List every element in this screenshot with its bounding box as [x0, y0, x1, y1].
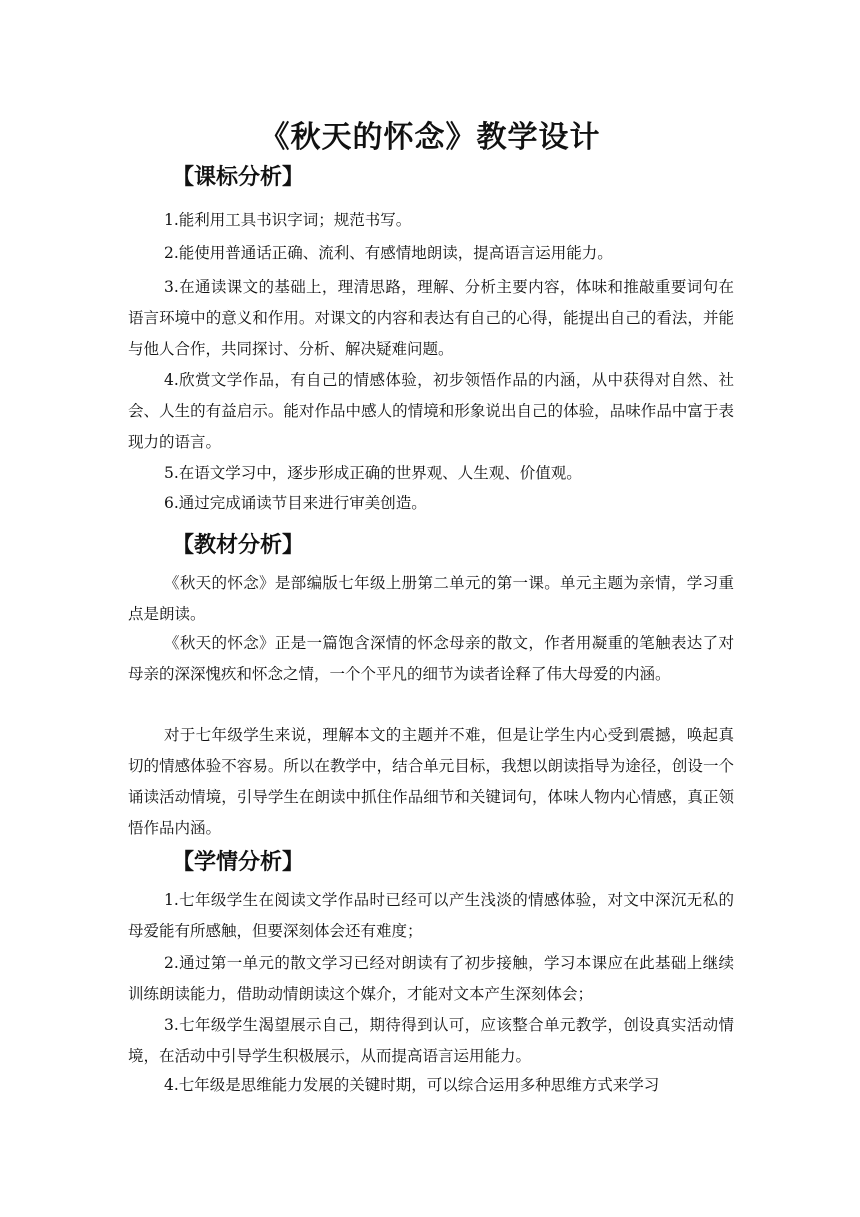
paragraph: 3.在通读课文的基础上，理清思路，理解、分析主要内容，体味和推敲重要词句在语言环境中的意义和作用。对课文的内容和表达有自己的心得，能提出自己的看法，并能与他人合作，共同探讨、分析、解决疑难问题。 — [128, 278, 734, 358]
paragraph: 3.七年级学生渴望展示自己，期待得到认可，应该整合单元教学，创设真实活动情境，在活动中引导学生积极展示，从而提高语言运用能力。 — [128, 1016, 734, 1065]
paragraph: 5.在语文学习中，逐步形成正确的世界观、人生观、价值观。 — [164, 464, 582, 482]
document-title: 《秋天的怀念》教学设计 — [259, 120, 601, 155]
paragraph: 《秋天的怀念》是部编版七年级上册第二单元的第一课。单元主题为亲情，学习重点是朗读。 — [128, 574, 734, 623]
paragraph: 4.欣赏文学作品，有自己的情感体验，初步领悟作品的内涵，从中获得对自然、社会、人生的有益启示。能对作品中感人的情境和形象说出自己的体验，品味作品中富于表现力的语言。 — [128, 371, 734, 451]
paragraph: 对于七年级学生来说，理解本文的主题并不难，但是让学生内心受到震撼，唤起真切的情感体验不容易。所以在教学中，结合单元目标，我想以朗读指导为途径，创设一个诵读活动情境，引导学生在朗读中抓住作品细节和关键词句，体味人物内心情感，真正领悟作品内涵。 — [128, 726, 734, 837]
paragraph: 2.能使用普通话正确、流利、有感情地朗读，提高语言运用能力。 — [164, 244, 613, 262]
paragraph: 1.七年级学生在阅读文学作品时已经可以产生浅淡的情感体验，对文中深沉无私的母爱能有所感触，但要深刻体会还有难度； — [128, 891, 734, 940]
paragraph: 1.能利用工具书识字词；规范书写。 — [164, 211, 412, 229]
paragraph: 《秋天的怀念》正是一篇饱含深情的怀念母亲的散文，作者用凝重的笔触表达了对母亲的深深愧疚和怀念之情，一个个平凡的细节为读者诠释了伟大母爱的内涵。 — [128, 634, 734, 683]
section-heading-textbook-analysis: 【教材分析】 — [172, 533, 305, 558]
section-heading-learner-analysis: 【学情分析】 — [172, 850, 305, 875]
paragraph: 6.通过完成诵读节目来进行审美创造。 — [164, 494, 427, 512]
paragraph: 4.七年级是思维能力发展的关键时期，可以综合运用多种思维方式来学习 — [164, 1076, 660, 1094]
section-heading-curriculum-analysis: 【课标分析】 — [172, 165, 305, 190]
paragraph: 2.通过第一单元的散文学习已经对朗读有了初步接触，学习本课应在此基础上继续训练朗读能力，借助动情朗读这个媒介，才能对文本产生深刻体会； — [128, 954, 734, 1003]
